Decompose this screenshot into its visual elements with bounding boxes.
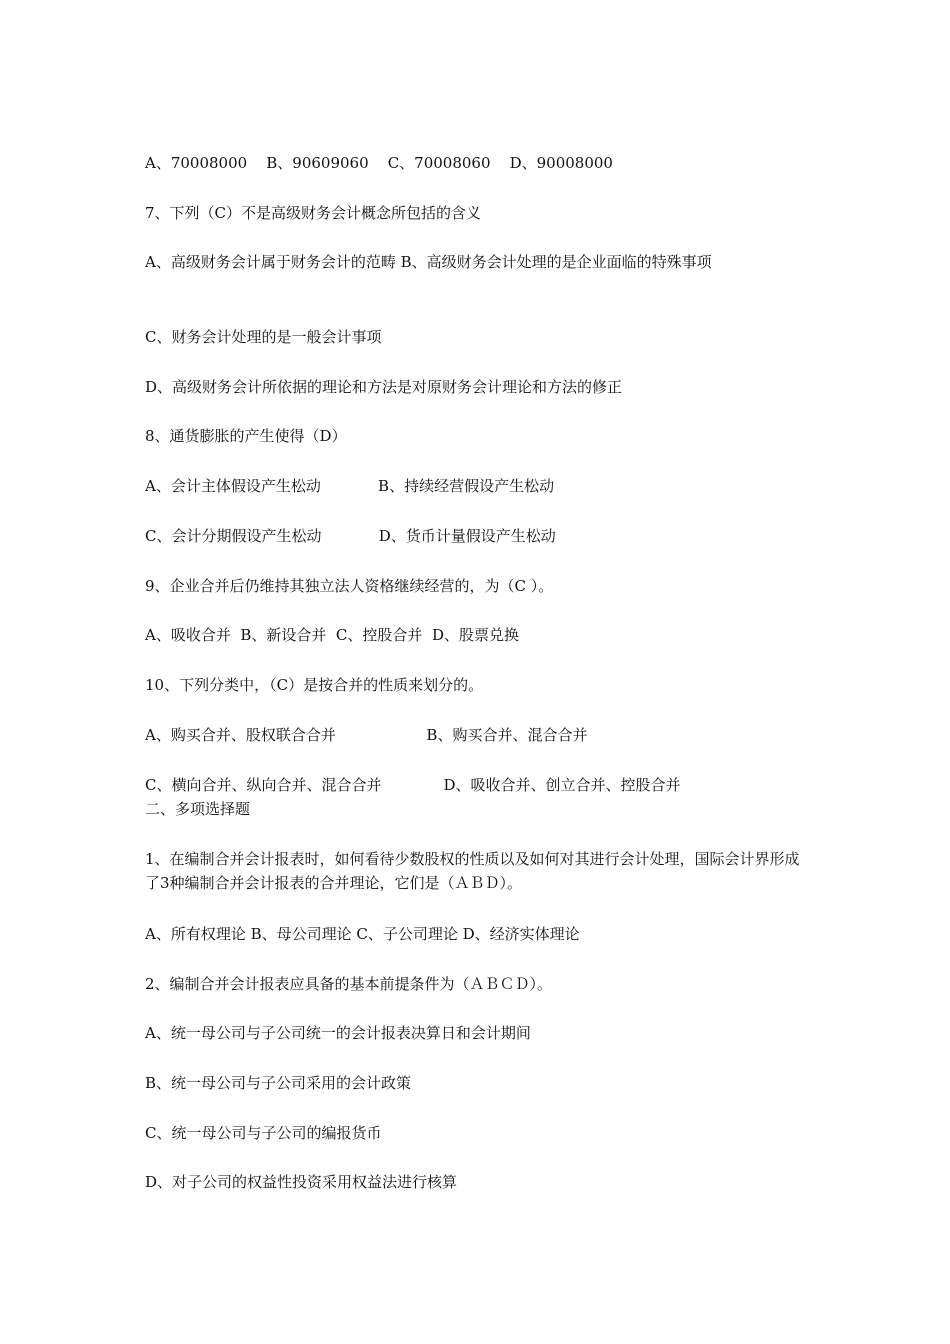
q9-options: A、吸收合并 B、新设合并 C、控股合并 D、股票兑换 (145, 626, 519, 644)
section-heading: 二、多项选择题 (145, 800, 251, 818)
q6-options: A、70008000 B、90609060 C、70008060 D、90008000 (145, 154, 613, 172)
q7-option-c: C、财务会计处理的是一般会计事项 (145, 328, 382, 346)
q8-options-ab: A、会计主体假设产生松动 B、持续经营假设产生松动 (145, 477, 555, 495)
q7-option-d: D、高级财务会计所依据的理论和方法是对原财务会计理论和方法的修正 (145, 378, 623, 396)
q10-question: 10、下列分类中，（C）是按合并的性质来划分的。 (145, 676, 484, 694)
mq2-option-d: D、对子公司的权益性投资采用权益法进行核算 (145, 1173, 458, 1191)
q7-question: 7、下列（C）不是高级财务会计概念所包括的含义 (145, 204, 482, 222)
q10-options-cd: C、横向合并、纵向合并、混合合并 D、吸收合并、创立合并、控股合并 (145, 776, 681, 794)
mq2-option-c: C、统一母公司与子公司的编报货币 (145, 1124, 382, 1142)
mq2-option-b: B、统一母公司与子公司采用的会计政策 (145, 1074, 412, 1092)
q7-options-ab: A、高级财务会计属于财务会计的范畴 B、高级财务会计处理的是企业面临的特殊事项 (145, 253, 712, 271)
q8-options-cd: C、会计分期假设产生松动 D、货币计量假设产生松动 (145, 527, 556, 545)
mq1-question: 1、在编制合并会计报表时，如何看待少数股权的性质以及如何对其进行会计处理，国际会计界形成了3种编制合并会计报表的合并理论，它们是（ＡＢＤ）。 (145, 850, 800, 892)
mq1-options: A、所有权理论 B、母公司理论 C、子公司理论 D、经济实体理论 (145, 925, 580, 943)
q8-question: 8、通货膨胀的产生使得（D） (145, 427, 347, 445)
q9-question: 9、企业合并后仍维持其独立法人资格继续经营的，为（C ）。 (145, 577, 554, 595)
mq2-option-a: A、统一母公司与子公司统一的会计报表决算日和会计期间 (145, 1024, 531, 1042)
q10-options-ab: A、购买合并、股权联合合并 B、购买合并、混合合并 (145, 726, 588, 744)
mq2-question: 2、编制合并会计报表应具备的基本前提条件为（ＡＢＣＤ）。 (145, 975, 553, 993)
